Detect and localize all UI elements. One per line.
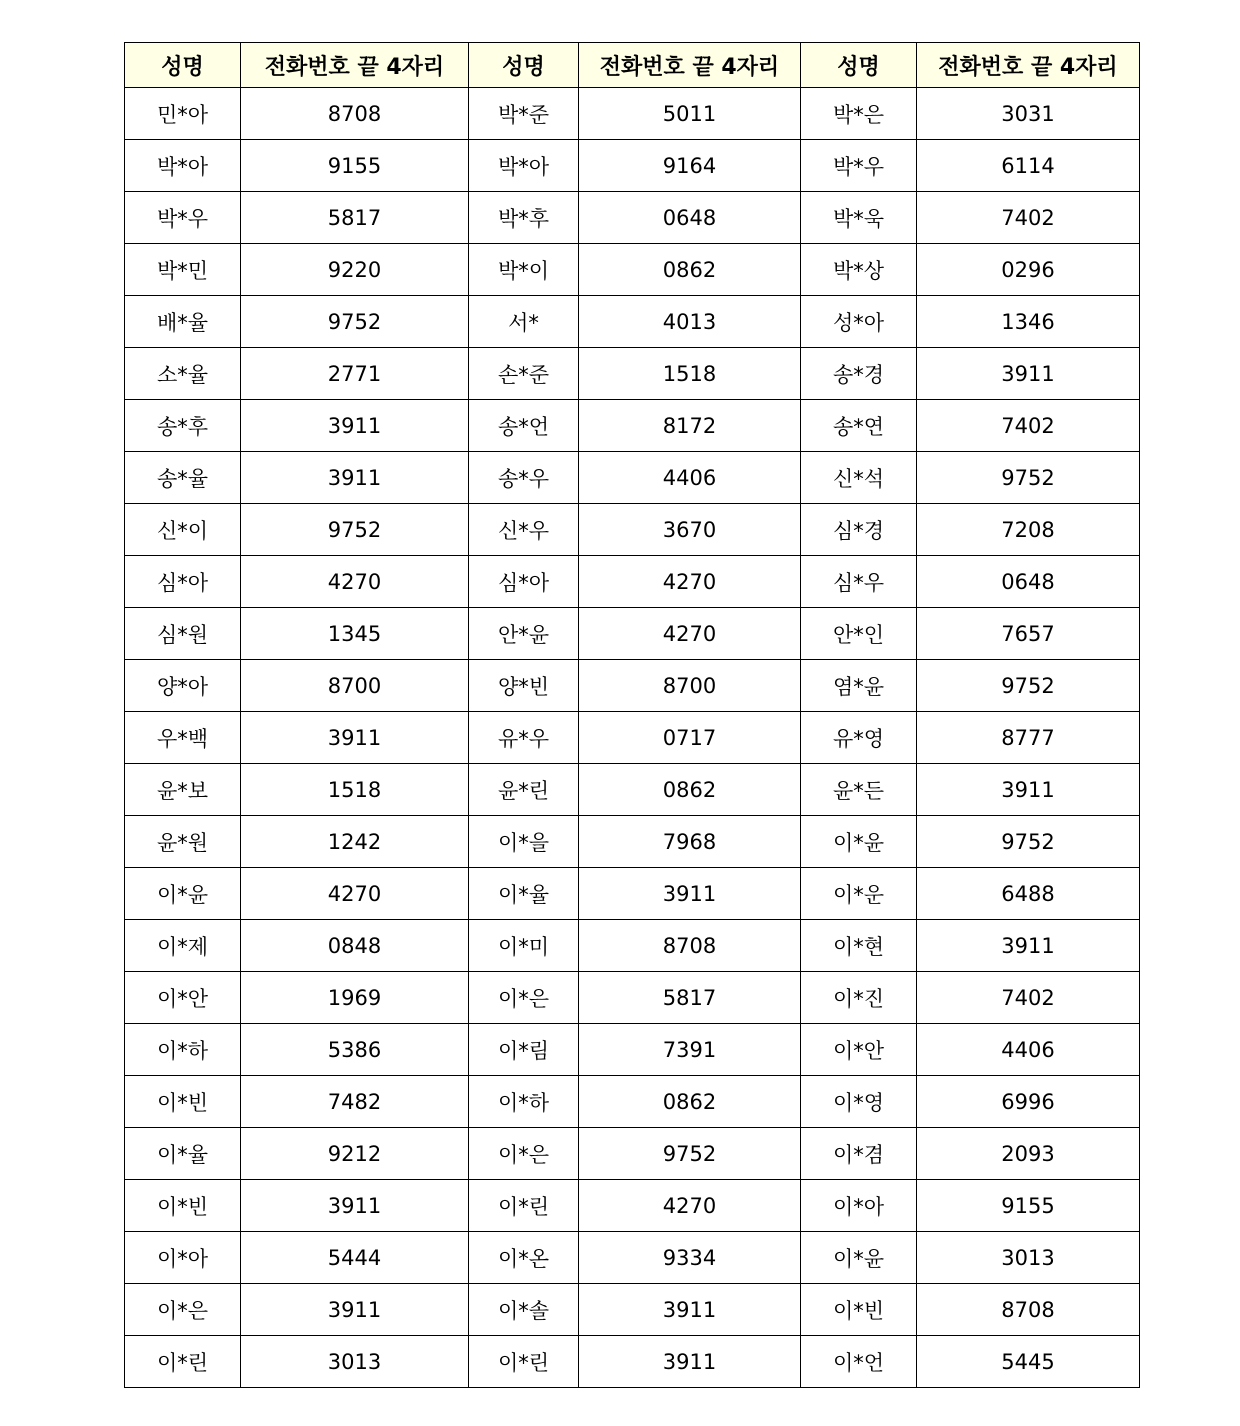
- name-cell: 이*하: [125, 1024, 241, 1076]
- name-cell: 송*우: [469, 452, 579, 504]
- name-cell: 이*운: [801, 868, 917, 920]
- table-row: [125, 1336, 1140, 1388]
- table-row: [125, 504, 1140, 556]
- phone-last4-cell: 6996: [917, 1076, 1140, 1128]
- phone-last4-cell: 6114: [917, 140, 1140, 192]
- phone-last4-cell: 4270: [241, 868, 469, 920]
- table-row: [125, 920, 1140, 972]
- phone-last4-cell: 5011: [579, 88, 801, 140]
- name-cell: 이*미: [469, 920, 579, 972]
- table-row: [125, 452, 1140, 504]
- phone-last4-cell: 0648: [579, 192, 801, 244]
- table-row: [125, 1284, 1140, 1336]
- phone-last4-cell: 8172: [579, 400, 801, 452]
- name-cell: 이*린: [469, 1336, 579, 1388]
- phone-last4-cell: 5817: [241, 192, 469, 244]
- phone-last4-cell: 9155: [917, 1180, 1140, 1232]
- name-cell: 이*은: [469, 1128, 579, 1180]
- name-cell: 유*영: [801, 712, 917, 764]
- name-cell: 박*후: [469, 192, 579, 244]
- name-cell: 이*현: [801, 920, 917, 972]
- name-cell: 심*경: [801, 504, 917, 556]
- header-phone-2: 전화번호 끝 4자리: [579, 43, 801, 88]
- name-cell: 이*온: [469, 1232, 579, 1284]
- table-row: [125, 1076, 1140, 1128]
- phone-last4-cell: 4406: [579, 452, 801, 504]
- name-cell: 유*우: [469, 712, 579, 764]
- name-cell: 박*민: [125, 244, 241, 296]
- phone-last4-cell: 9752: [917, 452, 1140, 504]
- phone-last4-cell: 9752: [579, 1128, 801, 1180]
- phone-last4-cell: 0296: [917, 244, 1140, 296]
- name-cell: 심*아: [469, 556, 579, 608]
- table-row: [125, 296, 1140, 348]
- phone-last4-cell: 3670: [579, 504, 801, 556]
- name-cell: 이*하: [469, 1076, 579, 1128]
- phone-last4-cell: 7391: [579, 1024, 801, 1076]
- phone-last4-cell: 0848: [241, 920, 469, 972]
- name-cell: 이*윤: [125, 868, 241, 920]
- table-row: [125, 660, 1140, 712]
- table-row: [125, 400, 1140, 452]
- name-cell: 윤*원: [125, 816, 241, 868]
- name-cell: 이*은: [125, 1284, 241, 1336]
- header-row: [125, 43, 1140, 88]
- phone-last4-cell: 9752: [241, 296, 469, 348]
- phone-last4-cell: 3911: [917, 348, 1140, 400]
- name-cell: 양*빈: [469, 660, 579, 712]
- name-cell: 송*경: [801, 348, 917, 400]
- phone-last4-cell: 8700: [241, 660, 469, 712]
- phone-last4-cell: 3911: [917, 920, 1140, 972]
- name-cell: 박*우: [801, 140, 917, 192]
- phone-last4-cell: 3911: [579, 1284, 801, 1336]
- table-row: [125, 868, 1140, 920]
- name-cell: 이*린: [125, 1336, 241, 1388]
- name-cell: 이*빈: [801, 1284, 917, 1336]
- phone-last4-cell: 0862: [579, 1076, 801, 1128]
- phone-last4-cell: 9334: [579, 1232, 801, 1284]
- name-cell: 이*윤: [801, 1232, 917, 1284]
- table-row: [125, 88, 1140, 140]
- phone-last4-cell: 7208: [917, 504, 1140, 556]
- phone-last4-cell: 0862: [579, 764, 801, 816]
- phone-last4-cell: 3911: [241, 712, 469, 764]
- table-row: [125, 192, 1140, 244]
- table-row: [125, 764, 1140, 816]
- phone-last4-cell: 5445: [917, 1336, 1140, 1388]
- phone-last4-cell: 2771: [241, 348, 469, 400]
- name-cell: 이*아: [125, 1232, 241, 1284]
- name-cell: 소*율: [125, 348, 241, 400]
- phone-last4-cell: 9752: [917, 816, 1140, 868]
- name-cell: 이*윤: [801, 816, 917, 868]
- table-row: [125, 556, 1140, 608]
- name-cell: 이*을: [469, 816, 579, 868]
- phone-last4-cell: 3911: [241, 452, 469, 504]
- phone-last4-cell: 6488: [917, 868, 1140, 920]
- phone-last4-cell: 3911: [241, 1284, 469, 1336]
- header-phone-1: 전화번호 끝 4자리: [241, 43, 469, 88]
- name-cell: 신*이: [125, 504, 241, 556]
- name-cell: 이*은: [469, 972, 579, 1024]
- name-cell: 송*언: [469, 400, 579, 452]
- name-cell: 이*빈: [125, 1076, 241, 1128]
- name-cell: 심*원: [125, 608, 241, 660]
- name-cell: 안*인: [801, 608, 917, 660]
- table-row: [125, 348, 1140, 400]
- phone-last4-cell: 4270: [241, 556, 469, 608]
- header-name-1: 성명: [125, 43, 241, 88]
- name-cell: 이*진: [801, 972, 917, 1024]
- roster-table: [124, 42, 1140, 1388]
- table-row: [125, 1128, 1140, 1180]
- name-cell: 이*율: [469, 868, 579, 920]
- phone-last4-cell: 7657: [917, 608, 1140, 660]
- phone-last4-cell: 3013: [917, 1232, 1140, 1284]
- phone-last4-cell: 1969: [241, 972, 469, 1024]
- phone-last4-cell: 1345: [241, 608, 469, 660]
- name-cell: 이*율: [125, 1128, 241, 1180]
- table-row: [125, 244, 1140, 296]
- phone-last4-cell: 3911: [241, 400, 469, 452]
- phone-last4-cell: 4270: [579, 556, 801, 608]
- name-cell: 이*아: [801, 1180, 917, 1232]
- name-cell: 이*겸: [801, 1128, 917, 1180]
- phone-last4-cell: 1518: [579, 348, 801, 400]
- phone-last4-cell: 9752: [917, 660, 1140, 712]
- phone-last4-cell: 4406: [917, 1024, 1140, 1076]
- name-cell: 윤*든: [801, 764, 917, 816]
- phone-last4-cell: 7402: [917, 400, 1140, 452]
- name-cell: 이*언: [801, 1336, 917, 1388]
- name-cell: 이*안: [801, 1024, 917, 1076]
- phone-last4-cell: 7482: [241, 1076, 469, 1128]
- name-cell: 박*상: [801, 244, 917, 296]
- table-row: [125, 140, 1140, 192]
- name-cell: 성*아: [801, 296, 917, 348]
- name-cell: 박*아: [469, 140, 579, 192]
- phone-last4-cell: 8700: [579, 660, 801, 712]
- phone-last4-cell: 8708: [917, 1284, 1140, 1336]
- name-cell: 안*윤: [469, 608, 579, 660]
- name-cell: 민*아: [125, 88, 241, 140]
- phone-last4-cell: 3013: [241, 1336, 469, 1388]
- table-row: [125, 1024, 1140, 1076]
- phone-last4-cell: 9164: [579, 140, 801, 192]
- phone-last4-cell: 3911: [917, 764, 1140, 816]
- phone-last4-cell: 9752: [241, 504, 469, 556]
- name-cell: 박*이: [469, 244, 579, 296]
- name-cell: 양*아: [125, 660, 241, 712]
- name-cell: 이*영: [801, 1076, 917, 1128]
- name-cell: 송*연: [801, 400, 917, 452]
- phone-last4-cell: 1242: [241, 816, 469, 868]
- name-cell: 이*린: [469, 1180, 579, 1232]
- phone-last4-cell: 5386: [241, 1024, 469, 1076]
- table-row: [125, 608, 1140, 660]
- header-phone-3: 전화번호 끝 4자리: [917, 43, 1140, 88]
- phone-last4-cell: 3911: [241, 1180, 469, 1232]
- name-cell: 송*율: [125, 452, 241, 504]
- phone-last4-cell: 9220: [241, 244, 469, 296]
- phone-last4-cell: 3911: [579, 1336, 801, 1388]
- name-cell: 이*림: [469, 1024, 579, 1076]
- name-cell: 윤*보: [125, 764, 241, 816]
- phone-last4-cell: 3031: [917, 88, 1140, 140]
- header-name-2: 성명: [469, 43, 579, 88]
- name-cell: 우*백: [125, 712, 241, 764]
- phone-last4-cell: 0648: [917, 556, 1140, 608]
- phone-last4-cell: 7402: [917, 192, 1140, 244]
- phone-last4-cell: 5444: [241, 1232, 469, 1284]
- table-row: [125, 972, 1140, 1024]
- phone-last4-cell: 8708: [241, 88, 469, 140]
- phone-last4-cell: 3911: [579, 868, 801, 920]
- phone-last4-cell: 1346: [917, 296, 1140, 348]
- roster-body: [125, 88, 1140, 1388]
- name-cell: 박*은: [801, 88, 917, 140]
- phone-last4-cell: 7402: [917, 972, 1140, 1024]
- table-row: [125, 1232, 1140, 1284]
- phone-last4-cell: 8777: [917, 712, 1140, 764]
- name-cell: 박*욱: [801, 192, 917, 244]
- phone-last4-cell: 7968: [579, 816, 801, 868]
- name-cell: 박*준: [469, 88, 579, 140]
- name-cell: 서*: [469, 296, 579, 348]
- name-cell: 신*석: [801, 452, 917, 504]
- phone-last4-cell: 8708: [579, 920, 801, 972]
- phone-last4-cell: 9212: [241, 1128, 469, 1180]
- header-name-3: 성명: [801, 43, 917, 88]
- name-cell: 이*솔: [469, 1284, 579, 1336]
- phone-last4-cell: 4270: [579, 608, 801, 660]
- name-cell: 박*우: [125, 192, 241, 244]
- name-cell: 심*우: [801, 556, 917, 608]
- name-cell: 윤*린: [469, 764, 579, 816]
- table-row: [125, 1180, 1140, 1232]
- name-cell: 염*윤: [801, 660, 917, 712]
- name-cell: 심*아: [125, 556, 241, 608]
- name-cell: 배*율: [125, 296, 241, 348]
- phone-last4-cell: 1518: [241, 764, 469, 816]
- phone-last4-cell: 2093: [917, 1128, 1140, 1180]
- name-cell: 손*준: [469, 348, 579, 400]
- table-row: [125, 712, 1140, 764]
- name-cell: 이*빈: [125, 1180, 241, 1232]
- table-row: [125, 816, 1140, 868]
- phone-last4-cell: 4270: [579, 1180, 801, 1232]
- name-cell: 이*제: [125, 920, 241, 972]
- name-cell: 신*우: [469, 504, 579, 556]
- name-cell: 이*안: [125, 972, 241, 1024]
- name-cell: 박*아: [125, 140, 241, 192]
- phone-last4-cell: 4013: [579, 296, 801, 348]
- phone-last4-cell: 0862: [579, 244, 801, 296]
- phone-last4-cell: 0717: [579, 712, 801, 764]
- phone-last4-cell: 5817: [579, 972, 801, 1024]
- phone-last4-cell: 9155: [241, 140, 469, 192]
- name-cell: 송*후: [125, 400, 241, 452]
